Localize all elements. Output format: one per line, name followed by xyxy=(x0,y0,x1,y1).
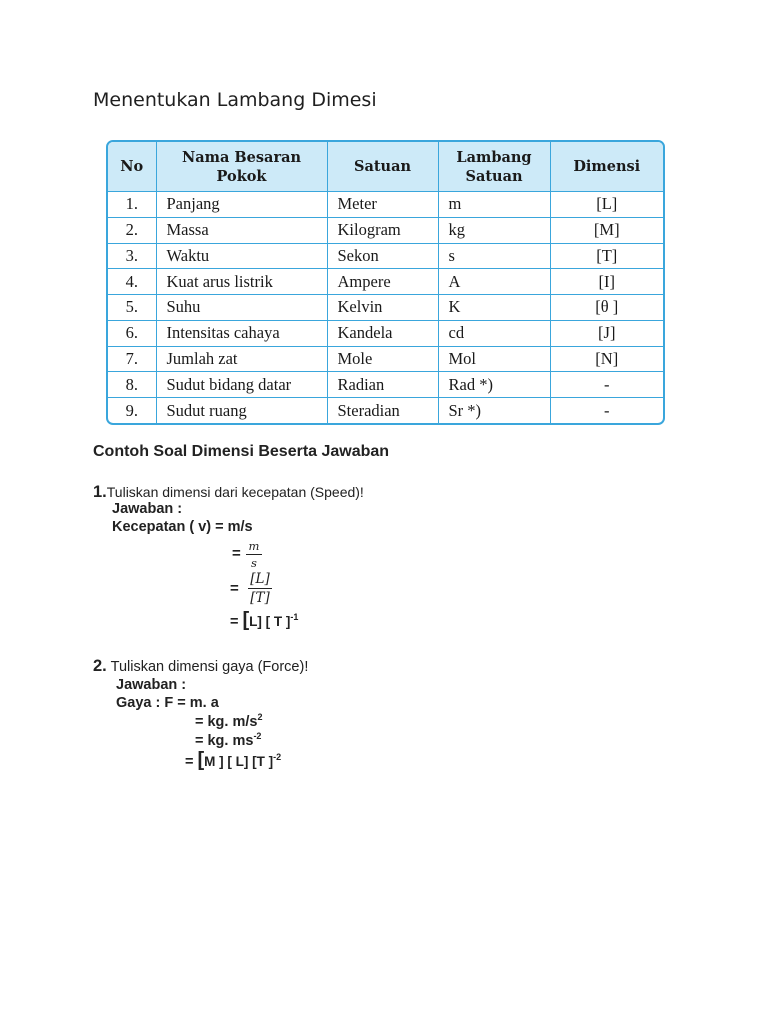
q1-frac1-num: m xyxy=(248,539,260,553)
cell-lambang-satuan: s xyxy=(438,243,550,269)
table-row xyxy=(108,217,663,243)
table-row xyxy=(108,192,663,218)
cell-satuan: Kelvin xyxy=(327,295,438,321)
cell-dimensi: [θ ] xyxy=(550,295,663,321)
q2-line1: Gaya : F = m. a xyxy=(116,695,219,711)
question-1 xyxy=(93,483,364,502)
q1-result-text: L] [ T ] xyxy=(249,614,291,629)
cell-satuan: Kandela xyxy=(327,320,438,346)
cell-no: 3. xyxy=(108,243,156,269)
cell-satuan: Mole xyxy=(327,346,438,372)
q1-result xyxy=(230,609,298,632)
section-heading: Contoh Soal Dimensi Beserta Jawaban xyxy=(93,443,390,460)
cell-no: 5. xyxy=(108,295,156,321)
cell-dimensi: - xyxy=(550,372,663,398)
question-1-text: Tuliskan dimensi dari kecepatan (Speed)! xyxy=(106,484,364,500)
q1-result-exp: -1 xyxy=(290,612,299,623)
question-2-number: 2. xyxy=(93,657,107,675)
header-satuan: Satuan xyxy=(327,142,438,192)
cell-lambang-satuan: A xyxy=(438,269,550,295)
dimension-table xyxy=(106,140,665,425)
cell-satuan: Kilogram xyxy=(327,217,438,243)
q1-frac2-den: [T] xyxy=(250,590,270,606)
cell-dimensi: [N] xyxy=(550,346,663,372)
q1-frac1-den: s xyxy=(251,556,257,570)
cell-dimensi: [T] xyxy=(550,243,663,269)
q1-eq-1: = xyxy=(232,545,241,562)
header-dimensi: Dimensi xyxy=(550,142,663,192)
cell-no: 9. xyxy=(108,398,156,423)
q1-eq-3: = xyxy=(230,614,239,630)
table-row xyxy=(108,346,663,372)
cell-nama-besaran: Waktu xyxy=(156,243,327,269)
cell-nama-besaran: Sudut ruang xyxy=(156,398,327,423)
cell-nama-besaran: Kuat arus listrik xyxy=(156,269,327,295)
cell-lambang-satuan: m xyxy=(438,192,550,218)
table-row xyxy=(108,372,663,398)
q2-line3-exp: -2 xyxy=(253,731,262,741)
q2-jawaban-label: Jawaban : xyxy=(116,677,187,693)
table-header-row xyxy=(108,142,663,192)
cell-lambang-satuan: Sr *) xyxy=(438,398,550,423)
cell-no: 6. xyxy=(108,320,156,346)
table-row xyxy=(108,243,663,269)
cell-satuan: Steradian xyxy=(327,398,438,423)
q2-result-text: M ] [ L] [T ] xyxy=(204,754,274,769)
table-row xyxy=(108,320,663,346)
cell-lambang-satuan: cd xyxy=(438,320,550,346)
cell-nama-besaran: Jumlah zat xyxy=(156,346,327,372)
q2-line3-text: = kg. ms xyxy=(195,732,254,749)
cell-lambang-satuan: Rad *) xyxy=(438,372,550,398)
cell-dimensi: [M] xyxy=(550,217,663,243)
q2-result-exp: -2 xyxy=(273,752,282,763)
cell-no: 7. xyxy=(108,346,156,372)
cell-dimensi: [J] xyxy=(550,320,663,346)
cell-dimensi: [L] xyxy=(550,192,663,218)
q1-jawaban-label: Jawaban : xyxy=(112,501,183,517)
cell-nama-besaran: Intensitas cahaya xyxy=(156,320,327,346)
table-row xyxy=(108,295,663,321)
q1-fraction-m-s xyxy=(246,539,262,570)
header-lambang-satuan: Lambang Satuan xyxy=(438,142,550,192)
q2-line2 xyxy=(195,712,262,730)
cell-nama-besaran: Sudut bidang datar xyxy=(156,372,327,398)
q2-eq: = xyxy=(185,754,194,770)
cell-dimensi: - xyxy=(550,398,663,423)
cell-satuan: Meter xyxy=(327,192,438,218)
cell-nama-besaran: Suhu xyxy=(156,295,327,321)
table-row xyxy=(108,398,663,423)
q2-open-bracket: [ xyxy=(197,749,205,771)
question-2-text: Tuliskan dimensi gaya (Force)! xyxy=(110,659,309,675)
q1-fraction-l-t xyxy=(248,571,272,606)
cell-lambang-satuan: Mol xyxy=(438,346,550,372)
q2-line3 xyxy=(195,731,261,749)
cell-nama-besaran: Panjang xyxy=(156,192,327,218)
cell-dimensi: [I] xyxy=(550,269,663,295)
cell-lambang-satuan: kg xyxy=(438,217,550,243)
question-1-number: 1. xyxy=(93,483,107,501)
cell-lambang-satuan: K xyxy=(438,295,550,321)
cell-no: 8. xyxy=(108,372,156,398)
cell-no: 1. xyxy=(108,192,156,218)
q1-line1: Kecepatan ( v) = m/s xyxy=(112,519,253,535)
q1-frac2-num: [L] xyxy=(250,571,270,587)
table-row xyxy=(108,269,663,295)
cell-no: 2. xyxy=(108,217,156,243)
q1-open-bracket: [ xyxy=(242,609,250,631)
header-no: No xyxy=(108,142,156,192)
q1-eq-2: = xyxy=(230,580,239,597)
cell-no: 4. xyxy=(108,269,156,295)
q2-line2-text: = kg. m/s xyxy=(195,713,258,730)
page-title: Menentukan Lambang Dimesi xyxy=(93,89,377,111)
cell-satuan: Ampere xyxy=(327,269,438,295)
cell-satuan: Radian xyxy=(327,372,438,398)
cell-nama-besaran: Massa xyxy=(156,217,327,243)
question-2 xyxy=(93,657,308,676)
q2-line2-exp: 2 xyxy=(257,712,263,722)
q2-result xyxy=(185,749,281,772)
cell-satuan: Sekon xyxy=(327,243,438,269)
header-nama-besaran: Nama Besaran Pokok xyxy=(156,142,327,192)
